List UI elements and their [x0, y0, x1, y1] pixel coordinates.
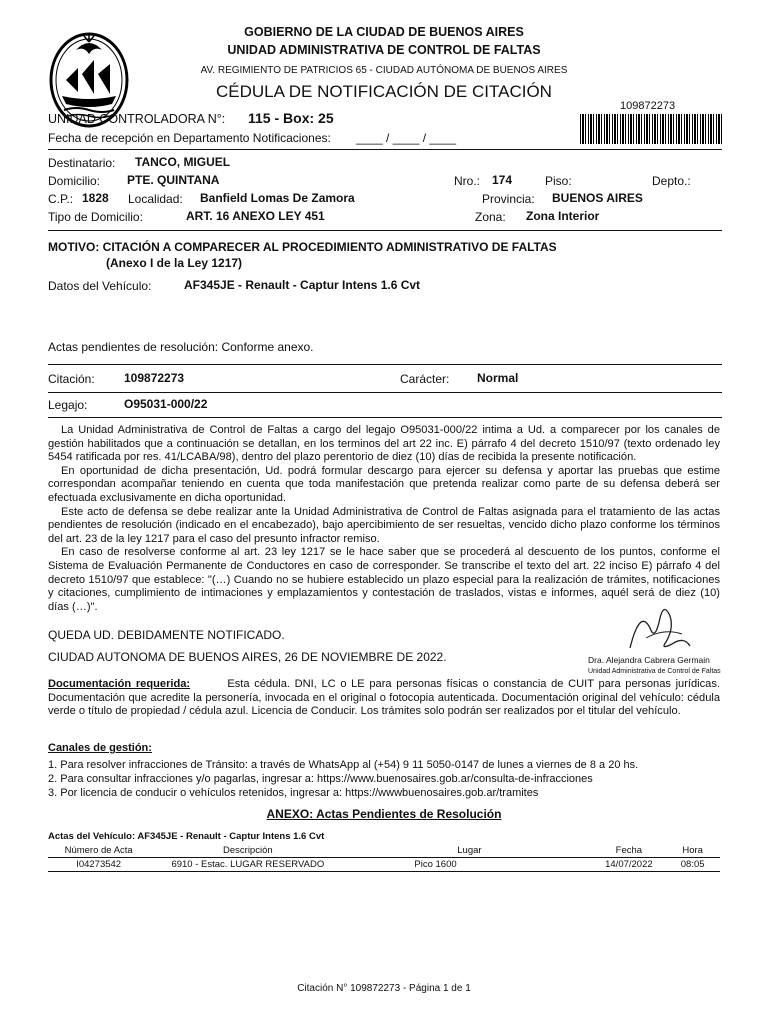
tipo-domicilio-value: ART. 16 ANEXO LEY 451: [186, 209, 325, 223]
col-header: Descripción: [149, 844, 346, 858]
body-text: [48, 424, 720, 614]
provincia-value: BUENOS AIRES: [552, 191, 643, 205]
divider: [48, 392, 722, 393]
legajo-label: Legajo:: [48, 398, 88, 412]
destinatario-label: Destinatario:: [48, 156, 116, 170]
domicilio-value: PTE. QUINTANA: [127, 173, 220, 187]
col-header: Número de Acta: [48, 844, 149, 858]
divider: [48, 364, 722, 365]
citacion-label: Citación:: [48, 372, 95, 386]
documentacion-block: [48, 678, 720, 719]
nro-value: 174: [492, 173, 513, 187]
canal-item: 3. Por licencia de conducir o vehículos retenidos, ingresar a: https://wwwbuenosaires.gob.ar/tramites: [48, 787, 539, 799]
unidad-label: UNIDAD CONTROLADORA N°:: [48, 112, 226, 126]
anexo-table: [48, 844, 720, 872]
anexo-subtitle: Actas del Vehículo: AF345JE - Renault - Captur Intens 1.6 Cvt: [48, 831, 325, 842]
document-title: CÉDULA DE NOTIFICACIÓN DE CITACIÓN: [216, 82, 552, 101]
notificado-text: QUEDA UD. DEBIDAMENTE NOTIFICADO.: [48, 628, 285, 642]
header-government: GOBIERNO DE LA CIUDAD DE BUENOS AIRES: [244, 25, 524, 39]
unidad-value: 115 - Box: 25: [248, 110, 334, 126]
table-row: [48, 858, 720, 872]
signature: [620, 598, 700, 660]
body-paragraph-3: Este acto de defensa se debe realizar ante la Unidad Administrativa de Control de Faltas asignada para el tratamiento de las actas pendientes de resolución (indicado en el encabezado), bajo apercibimiento de ser resueltas, vencido dicho plazo conforme los términos del art. 23 de la ley 1217 para el caso del presunto infractor remiso.: [48, 505, 720, 545]
documentacion-text: Esta cédula. DNI, LC o LE para personas físicas o constancia de CUIT para personas jurídicas. Documentación que acredite la personería, invocada en el original o fotocopia autenticada. Documentación original del vehículo: cédula verde o título de propiedad / cédula azul. Licencia de Conducir. Los trámites solo podrán ser realizados por el titular del vehículo.: [48, 678, 720, 718]
depto-label: Depto.:: [652, 174, 691, 188]
canal-item: 2. Para consultar infracciones y/o pagarlas, ingresar a: https://www.buenosaires.gob.ar/consulta-de-infracciones: [48, 773, 593, 785]
vehiculo-label: Datos del Vehículo:: [48, 279, 152, 293]
col-header: Fecha: [592, 844, 665, 858]
header-address: AV. REGIMIENTO DE PATRICIOS 65 - CIUDAD AUTÓNOMA DE BUENOS AIRES: [200, 65, 568, 76]
piso-label: Piso:: [545, 174, 572, 188]
doc-number: 109872273: [620, 100, 676, 112]
acta-lugar: Pico 1600: [346, 858, 592, 872]
body-paragraph-2: En oportunidad de dicha presentación, Ud. podrá formular descargo para ejercer su defensa y aportar las pruebas que estime correspondan acompañar teniendo en cuenta que toda manifestación que pretenda realizar como parte de su defensa deberá ser efectuada exclusivamente en dicha oportunidad.: [48, 464, 720, 504]
vehiculo-value: AF345JE - Renault - Captur Intens 1.6 Cvt: [184, 278, 421, 292]
citacion-value: 109872273: [124, 371, 185, 385]
zona-value: Zona Interior: [526, 209, 600, 223]
anexo-title: ANEXO: Actas Pendientes de Resolución: [266, 807, 502, 821]
acta-hora: 08:05: [665, 858, 720, 872]
firmante-cargo: Unidad Administrativa de Control de Faltas: [588, 668, 721, 675]
table-header-row: [48, 844, 720, 858]
caracter-label: Carácter:: [400, 372, 450, 386]
fecha-text: CIUDAD AUTONOMA DE BUENOS AIRES, 26 DE NOVIEMBRE DE 2022.: [48, 650, 447, 664]
destinatario-value: TANCO, MIGUEL: [135, 155, 231, 169]
caracter-value: Normal: [477, 371, 519, 385]
motivo-line1: MOTIVO: CITACIÓN A COMPARECER AL PROCEDIMIENTO ADMINISTRATIVO DE FALTAS: [48, 240, 557, 254]
acta-fecha: 14/07/2022: [592, 858, 665, 872]
acta-description: 6910 - Estac. LUGAR RESERVADO: [149, 858, 346, 872]
col-header: Lugar: [346, 844, 592, 858]
acta-number: I04273542: [48, 858, 149, 872]
canal-item: 1. Para resolver infracciones de Tránsito: a través de WhatsApp al (+54) 9 11 5050-0147 de lunes a viernes de 8 a 20 hs.: [48, 759, 639, 771]
cp-label: C.P.:: [48, 192, 74, 206]
provincia-label: Provincia:: [482, 192, 535, 206]
barcode: [580, 114, 722, 144]
divider: [48, 149, 722, 150]
body-paragraph-1: La Unidad Administrativa de Control de Faltas a cargo del legajo O95031-000/22 intima a Ud. a comparecer por los canales de gestión habilitados que a continuación se detallan, en los terminos del art 22 inc. E) párrafo 4 del decreto 1510/97 (texto ordenado ley 5454 ratificada por res. 41/LCABA/98), dentro del plazo perentorio de diez (10) días de recibida la presente notificación.: [48, 424, 720, 464]
header-unit: UNIDAD ADMINISTRATIVA DE CONTROL DE FALTAS: [227, 43, 541, 57]
nro-label: Nro.:: [454, 174, 481, 188]
tipo-domicilio-label: Tipo de Domicilio:: [48, 210, 143, 224]
documentacion-label: Documentación requerida:: [48, 678, 191, 690]
domicilio-label: Domicilio:: [48, 174, 101, 188]
actas-pendientes: Actas pendientes de resolución: Conforme anexo.: [48, 340, 314, 354]
firmante-name: Dra. Alejandra Cabrera Germain: [588, 655, 710, 665]
page-footer: Citación N° 109872273 - Página 1 de 1: [297, 983, 471, 994]
localidad-label: Localidad:: [128, 192, 183, 206]
canales-label: Canales de gestión:: [48, 742, 152, 754]
recepcion-label: Fecha de recepción en Departamento Notificaciones:: [48, 131, 331, 145]
motivo-line2: (Anexo I de la Ley 1217): [106, 256, 243, 270]
localidad-value: Banfield Lomas De Zamora: [200, 191, 355, 205]
cp-value: 1828: [82, 191, 109, 205]
zona-label: Zona:: [475, 210, 506, 224]
divider: [48, 417, 722, 418]
body-paragraph-4: En caso de resolverse conforme al art. 23 ley 1217 se le hace saber que se procederá al descuento de los puntos, conforme el Sistema de Evaluación Permanente de Conductores en caso de corresponder. Se transcribe el texto del art. 22 inciso E) párrafo 4 del decreto 1510/97 que establece: "(…) Cuando no se hubiere establecido un plazo especial para la realización de trámites, notificaciones y citaciones, cumplimiento de intimaciones y emplazamientos y contestación de traslados, vistas e informes, aquél será de diez (10) días (…)".: [48, 546, 720, 613]
legajo-value: O95031-000/22: [124, 397, 208, 411]
col-header: Hora: [665, 844, 720, 858]
recepcion-blank: ____ / ____ / ____: [356, 131, 457, 145]
divider: [48, 230, 722, 231]
